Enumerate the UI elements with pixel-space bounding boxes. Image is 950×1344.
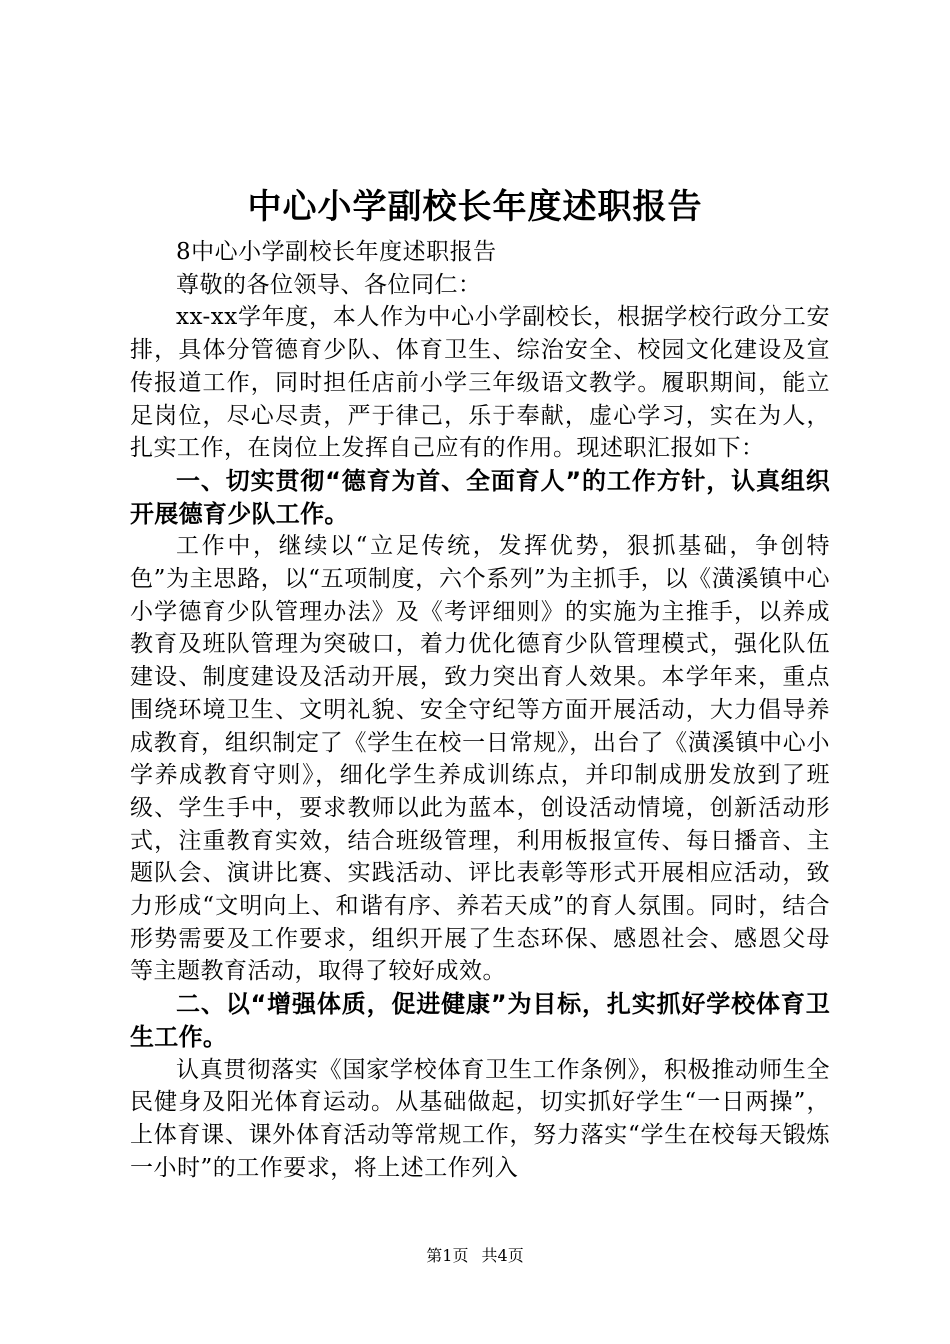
paragraph-section-1: 工作中，继续以“立足传统，发挥优势，狠抓基础，争创特色”为主思路，以“五项制度，六个系列”为主抓手，以《潢溪镇中心小学德育少队管理办法》及《考评细则》的实施为主推手，以养成教育及班队管理为突破口，着力优化德育少队管理模式，强化队伍建设、制度建设及活动开展，致力突出育人效果。本学年来，重点围绕环境卫生、文明礼貌、安全守纪等方面开展活动，大力倡导养成教育，组织制定了《学生在校一日常规》，出台了《潢溪镇中心小学养成教育守则》，细化学生养成训练点，并印制成册发放到了班级、学生手中，要求教师以此为蓝本，创设活动情境，创新活动形式，注重教育实效，结合班级管理，利用板报宣传、每日播音、主题队会、演讲比赛、实践活动、评比表彰等形式开展相应活动，致力形成“文明向上、和谐有序、养若天成”的育人氛围。同时，结合形势需要及工作要求，组织开展了生态环保、感恩社会、感恩父母等主题教育活动，取得了较好成效。 <box>130 533 830 985</box>
paragraph-section-2: 认真贯彻落实《国家学校体育卫生工作条例》，积极推动师生全民健身及阳光体育运动。从基础做起，切实抓好学生“一日两操”，上体育课、课外体育活动等常规工作，努力落实“学生在校每天锻炼一小时”的工作要求，将上述工作列入 <box>130 1056 830 1181</box>
section-heading-2: 二、以“增强体质，促进健康”为目标，扎实抓好学校体育卫生工作。 <box>130 990 830 1051</box>
page-footer <box>0 1246 950 1266</box>
paragraph-subtitle: 8中心小学副校长年度述职报告 <box>176 239 497 265</box>
page-number: 第1页 <box>426 1246 469 1265</box>
paragraph-salutation: 尊敬的各位领导、各位同仁： <box>176 271 482 298</box>
page-total: 共4页 <box>481 1246 524 1265</box>
section-heading-1: 一、切实贯彻“德育为首、全面育人”的工作方针，认真组织开展德育少队工作。 <box>130 466 830 528</box>
document-body <box>130 236 830 1184</box>
paragraph-intro: xx-xx学年度，本人作为中心小学副校长，根据学校行政分工安排，具体分管德育少队、体育卫生、综治安全、校园文化建设及宣传报道工作，同时担任店前小学三年级语文教学。履职期间，能立足岗位，尽心尽责，严于律己，乐于奉献，虚心学习，实在为人，扎实工作，在岗位上发挥自己应有的作用。现述职汇报如下： <box>130 304 830 462</box>
document-title: 中心小学副校长年度述职报告 <box>247 187 703 227</box>
